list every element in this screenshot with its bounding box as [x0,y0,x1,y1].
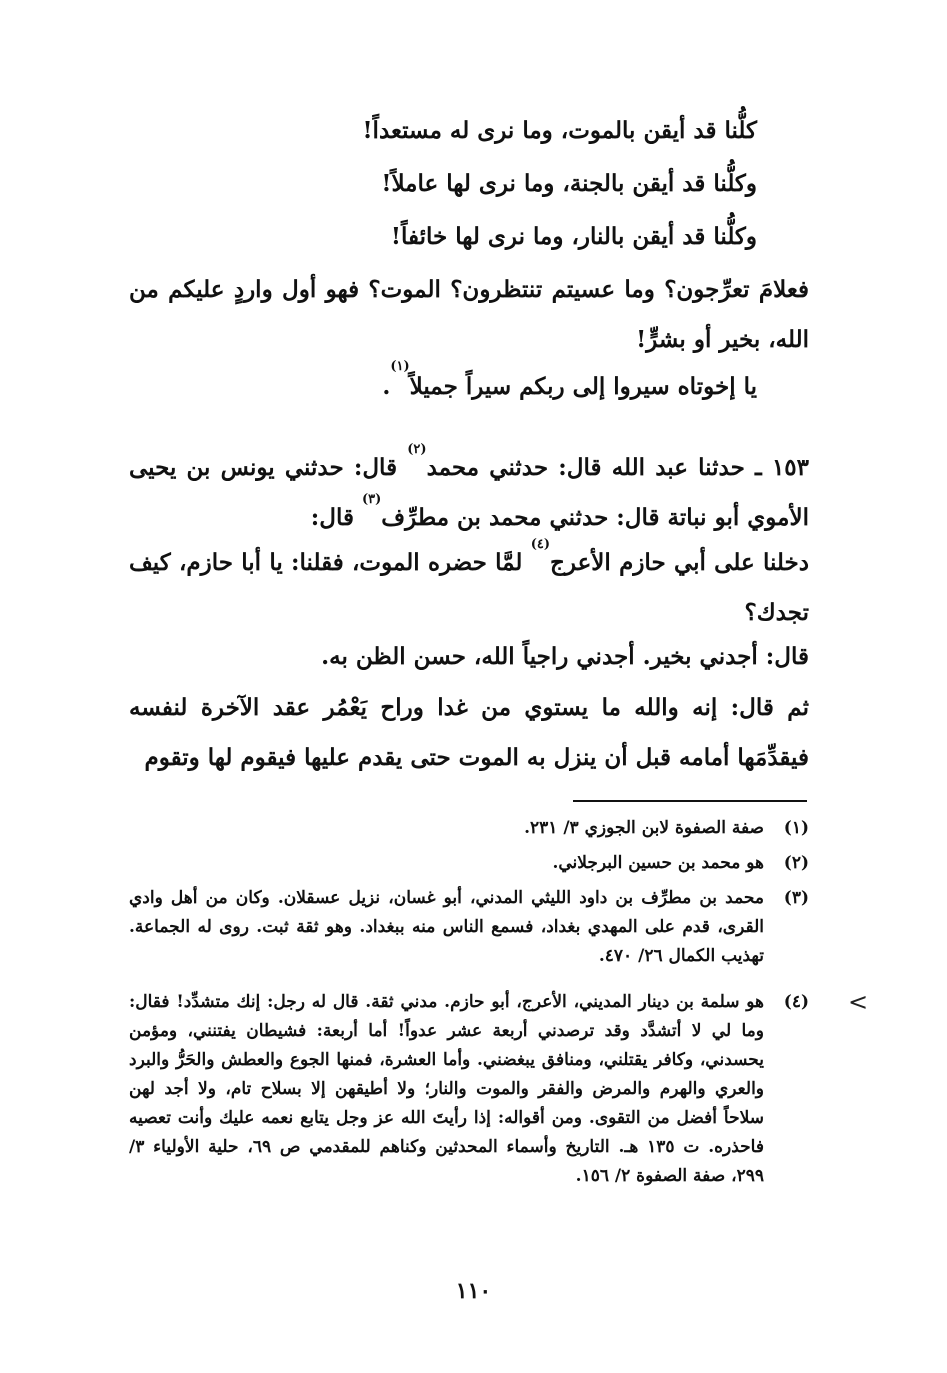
footnote-3 [129,884,809,971]
exhortation-text: يا إخوتاه سيروا إلى ربكم سيراً جميلاً [409,373,757,400]
isnad-part-2: قال: حدثني يونس بن يحيى الأموي أبو نباتة قال: حدثني محمد بن مطرِّف [129,454,809,531]
footnote-number: (٤) [783,992,809,1012]
narration-question [129,538,809,638]
item-number: ١٥٣ [771,454,809,481]
footnote-ref-4: (٤) [530,537,551,552]
footnote-divider [573,800,807,802]
verse-line-2: وكلُّنا قد أيقن بالجنة، وما نرى لها عاملاً! [381,170,757,197]
paragraph-question: فعلامَ تعرِّجون؟ وما عسيتم تنتظرون؟ الموت؟ فهو أول واردٍ عليكم من الله، بخير أو بشرٍّ! [129,276,809,353]
footnote-number: (٢) [783,853,809,873]
margin-check-mark: < [848,988,869,1016]
footnote-1 [129,814,809,843]
footnote-ref-1: (١) [390,359,410,374]
narration-continuation: ثم قال: إنه والله ما يستوي من غدا وراح يَعْمُر عقد الآخرة لنفسه فيقدِّمَها أمامه قبل أن ينزل به الموت حتى يقدم عليها فيقوم لها وتقوم [129,694,809,771]
verse-line-1: كلُّنا قد أيقن بالموت، وما نرى له مستعداً! [362,117,757,144]
paragraph-exhortation: يا إخوتاه سيروا إلى ربكم سيراً جميلاً$^{(١)}$. [382,359,757,400]
page-number: ١١٠ [455,1278,492,1304]
footnote-number: (٣) [783,888,809,908]
footnote-4 [129,988,809,1191]
isnad-part-3: قال: [310,504,362,531]
verse-lines [197,104,757,263]
footnote-text: هو سلمة بن دينار المديني، الأعرج، أبو حازم. مدني ثقة. قال له رجل: إنك متشدِّد! فقال: وما لي لا أتشدَّد وقد ترصدني أربعة عشر عدواً! أما أربعة: فشيطان يفتنني، ومؤمن يحسدني، وكافر يقتلني، ومنافق يبغضني. وأما العشرة، فمنها الجوع والعطش والحَرُّ والبرد والعري والهرم والمرض والفقر والموت والنار؛ ولا أطيقهن إلا بسلاح تام، ولا أجد لهن سلاحاً أفضل من التقوى. ومن أقواله: إذا رأيتَ الله عز وجل يتابع نعمه عليك وأنت تعصيه فاحذره. ت ١٣٥ هـ. التاريخ وأسماء المحدثين وكناهم للمقدمي ص ٦٩، حلية الأولياء ٣/ ٢٩٩، صفة الصفوة ٢/ ١٥٦. [129,992,764,1186]
narration-answer: قال: أجدني بخير. أجدني راجياً الله، حسن الظن به. [321,643,809,670]
footnote-text: محمد بن مطرِّف بن داود الليثي المدني، أبو غسان، نزيل عسقلان. وكان من أهل وادي القرى، قدم على المهدي بغداد، فسمع الناس منه ببغداد. وهو ثقة ثبت. روى له الجماعة. تهذيب الكمال ٢٦/ ٤٧٠. [129,888,764,966]
footnote-number: (١) [783,818,809,838]
footnote-2 [129,849,809,878]
verse-line-3: وكلُّنا قد أيقن بالنار، وما نرى لها خائفاً! [390,223,757,250]
footnote-text: صفة الصفوة لابن الجوزي ٣/ ٢٣١. [524,818,764,838]
footnote-text: هو محمد بن حسين البرجلاني. [552,853,764,873]
footnote-ref-3: (٣) [362,492,382,507]
question-part-2: لمَّا حضره الموت، فقلنا: يا أبا حازم، كيف تجدك؟ [129,549,809,626]
question-part-1: دخلنا على أبي حازم الأعرج [550,549,809,576]
isnad-part-1: ـ حدثنا عبد الله قال: حدثني محمد [426,454,762,481]
footnote-ref-2: (٢) [407,442,427,457]
narration-isnad [129,443,809,543]
